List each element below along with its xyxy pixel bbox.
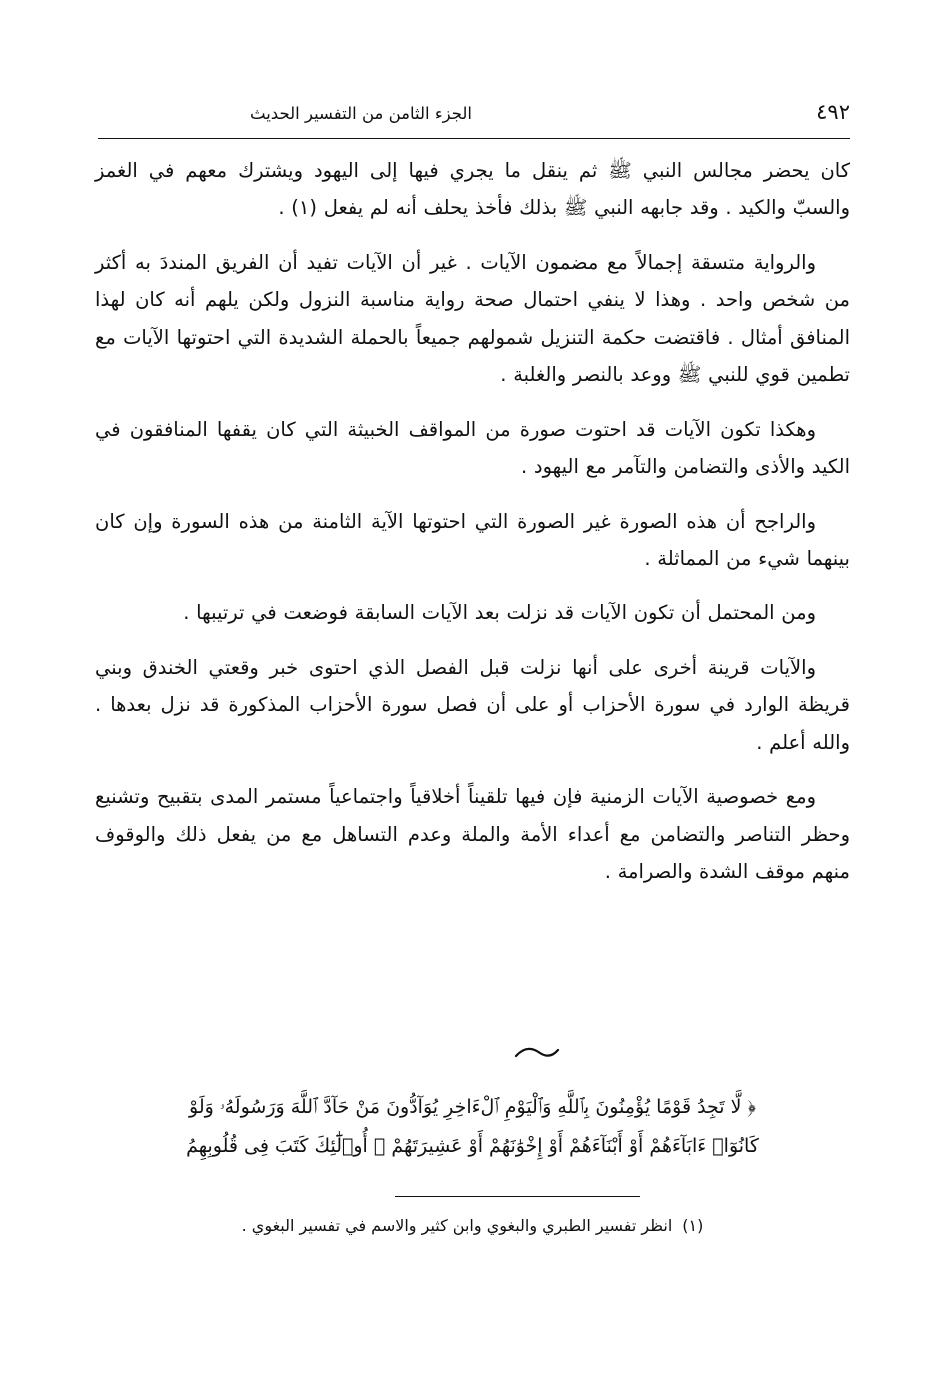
header-divider [98, 138, 850, 139]
quran-line: ﴿ لَّا تَجِدُ قَوْمًا يُؤْمِنُونَ بِٱللَّهِ وَٱلْيَوْمِ ٱلْءَاخِرِ يُوَآدُّونَ مَنْ حَآدَّ ٱللَّهَ وَرَسُولَهُۥ وَلَوْ [189, 1096, 756, 1118]
page-number: ٤٩٢ [816, 100, 850, 124]
paragraph: والراجح أن هذه الصورة غير الصورة التي احتوتها الآية الثامنة من هذه السورة وإن كان بينهما شيء من المماثلة . [95, 509, 850, 570]
paragraph: كان يحضر مجالس النبي ﷺ ثم ينقل ما يجري فيها إلى اليهود ويشترك معهم في الغمز والسبّ والكيد . وقد جابهه النبي ﷺ بذلك فأخذ يحلف أنه لم يفعل (١) . [95, 159, 850, 220]
paragraph: وهكذا تكون الآيات قد احتوت صورة من المواقف الخبيثة التي كان يقفها المنافقون في الكيد والأذى والتضامن والتآمر مع اليهود . [95, 417, 850, 479]
page-header [100, 100, 850, 124]
paragraph: ومن المحتمل أن تكون الآيات قد نزلت بعد الآيات السابقة فوضعت في ترتيبها . [183, 601, 816, 625]
footnote-divider [395, 1196, 640, 1197]
footnote [95, 1212, 850, 1239]
paragraph: ومع خصوصية الآيات الزمنية فإن فيها تلقيناً أخلاقياً واجتماعياً مستمر المدى بتقبيح وتشنيع وحظر التناصر والتضامن مع أعداء الأمة والملة وعدم التساهل مع من يفعل ذلك والوقوف منهم موقف الشدة والصرامة . [95, 785, 850, 883]
page-body [95, 152, 850, 907]
paragraph: والرواية متسقة إجمالاً مع مضمون الآيات . غير أن الآيات تفيد أن الفريق المنددَ به أكثر من شخص واحد . وهذا لا ينفي احتمال صحة رواية مناسبة النزول ولكن يلهم أنه كان لهذا المنافق أمثال . فاقتضت حكمة التنزيل شمولهم جميعاً بالحملة الشديدة التي احتوتها الآيات مع تطمين قوي للنبي ﷺ ووعد بالنصر والغلبة . [95, 250, 850, 387]
footnote-number: (١) [682, 1216, 704, 1235]
squiggle-ornament [514, 1045, 560, 1061]
header-title: الجزء الثامن من التفسير الحديث [250, 104, 472, 123]
footnote-text: انظر تفسير الطبري والبغوي وابن كثير والاسم في تفسير البغوي . [241, 1216, 673, 1235]
quran-verse-block [95, 1088, 850, 1166]
paragraph: والآيات قرينة أخرى على أنها نزلت قبل الفصل الذي احتوى خبر وقعتي الخندق وبني قريظة الوارد في سورة الأحزاب أو على أن فصل سورة الأحزاب المذكورة قد نزل بعدها . والله أعلم . [95, 655, 850, 754]
quran-line: كَانُوٓا۟ ءَابَآءَهُمْ أَوْ أَبْنَآءَهُمْ أَوْ إِخْوَٰنَهُمْ أَوْ عَشِيرَتَهُمْ ۚ أُو۟لَٰٓئِكَ كَتَبَ فِى قُلُوبِهِمُ [186, 1134, 759, 1157]
